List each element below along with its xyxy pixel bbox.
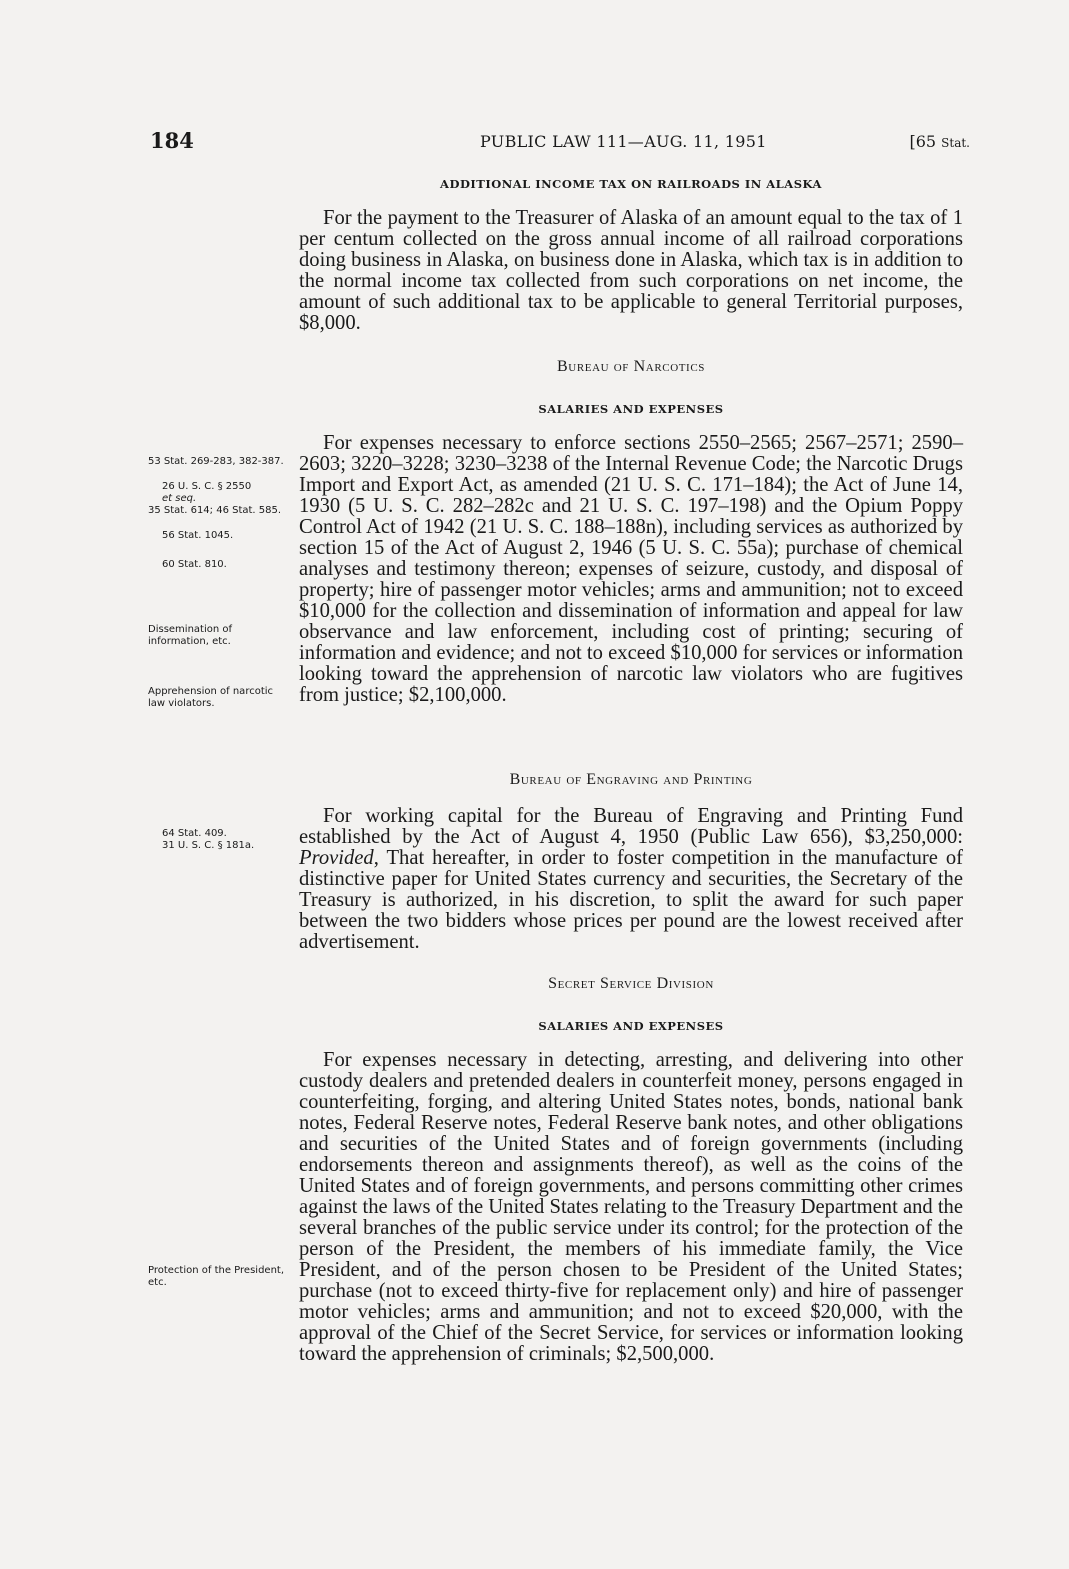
margin-note-53-stat: 53 Stat. 269-283, 382-387. <box>148 456 284 467</box>
secret-service-heading: Secret Service Division <box>548 975 714 992</box>
secret-service-section <box>299 1050 963 1365</box>
running-title: PUBLIC LAW 111—AUG. 11, 1951 <box>480 132 767 151</box>
margin-note-35-stat: 35 Stat. 614; 46 Stat. 585. <box>148 505 282 516</box>
margin-note-dissemination: Dissemination of information, etc. <box>148 624 233 647</box>
narcotics-heading: Bureau of Narcotics <box>557 358 705 375</box>
narcotics-subheading: SALARIES AND EXPENSES <box>538 402 724 416</box>
margin-note-60-stat: 60 Stat. 810. <box>162 559 227 570</box>
narcotics-section <box>299 433 963 706</box>
margin-note-56-stat: 56 Stat. 1045. <box>162 530 234 541</box>
alaska-section <box>299 208 963 334</box>
margin-note-64-stat: 64 Stat. 409. <box>162 828 227 839</box>
margin-note-protection: Protection of the President, etc. <box>148 1265 285 1288</box>
margin-note-26-usc: 26 U. S. C. § 2550 et seq. <box>162 481 252 504</box>
secret-service-paragraph: For expenses necessary in detecting, arresting, and delivering into other custody dealers and pretended dealers in counterfeit money, persons engaged in counterfeiting, forging, and altering United States notes, bonds, national bank notes, Federal Reserve notes, Federal Reserve bank notes, and other obligations and securities of the United States and of foreign governments (including endorsements thereon and assignments thereof), as well as the coins of the United States and of foreign governments, and persons committing other crimes against the laws of the United States relating to the Treasury Department and the several branches of the public service under its control; for the protection of the person of the President, the members of his immediate family, the Vice President, and of the person chosen to be President of the United States; purchase (not to exceed thirty-five for replacement only) and hire of passenger motor vehicles; arms and ammunition; and not to exceed $20,000, with the approval of the Chief of the Secret Service, for services or information looking toward the apprehension of criminals; $2,500,000. <box>299 1049 963 1365</box>
alaska-heading: ADDITIONAL INCOME TAX ON RAILROADS IN ALASKA <box>440 177 822 191</box>
narcotics-paragraph: For expenses necessary to enforce sections 2550–2565; 2567–2571; 2590–2603; 3220–3228; 3230–3238 of the Internal Revenue Code; the Narcotic Drugs Import and Export Act, as amended (21 U. S. C. 171–184); the Act of June 14, 1930 (5 U. S. C. 282–282c and 21 U. S. C. 197–198) and the Opium Poppy Control Act of 1942 (21 U. S. C. 188–188n), including services as authorized by section 15 of the Act of August 2, 1946 (5 U. S. C. 55a); purchase of chemical analyses and testimony thereon; expenses of seizure, custody, and disposal of property; hire of passenger motor vehicles; arms and ammunition; not to exceed $10,000 for the collection and dissemination of information and appeal for law observance and law enforcement, including cost of printing; securing of information and evidence; and not to exceed $10,000 for services or information looking toward the apprehension of narcotic law violators who are fugitives from justice; $2,100,000. <box>299 432 963 706</box>
page-header <box>150 128 970 158</box>
engraving-paragraph: For working capital for the Bureau of Engraving and Printing Fund established by the Act of August 4, 1950 (Public Law 656), $3,250,000: Provided, That hereafter, in order to foster competition in the manufacture of distinctive paper for United States currency and securities, the Secretary of the Treasury is authorized, in his discretion, to split the award for such paper between the two bidders whose prices per pound are the lowest received after advertisement. <box>299 805 963 953</box>
engraving-section <box>299 806 963 953</box>
engraving-heading: Bureau of Engraving and Printing <box>509 771 753 788</box>
secret-service-subheading: SALARIES AND EXPENSES <box>538 1019 724 1033</box>
margin-note-apprehension: Apprehension of narcotic law violators. <box>148 686 274 709</box>
alaska-paragraph: For the payment to the Treasurer of Alaska of an amount equal to the tax of 1 per centum collected on the gross annual income of all railroad corporations doing business in Alaska, on business done in Alaska, which tax is in addition to the normal income tax collected from such corporations on net income, the amount of such additional tax to be applicable to general Territorial purposes, $8,000. <box>299 207 963 334</box>
margin-note-31-usc: 31 U. S. C. § 181a. <box>162 840 255 851</box>
statute-reference: [65 Stat. <box>909 132 970 151</box>
page-number: 184 <box>150 128 194 153</box>
